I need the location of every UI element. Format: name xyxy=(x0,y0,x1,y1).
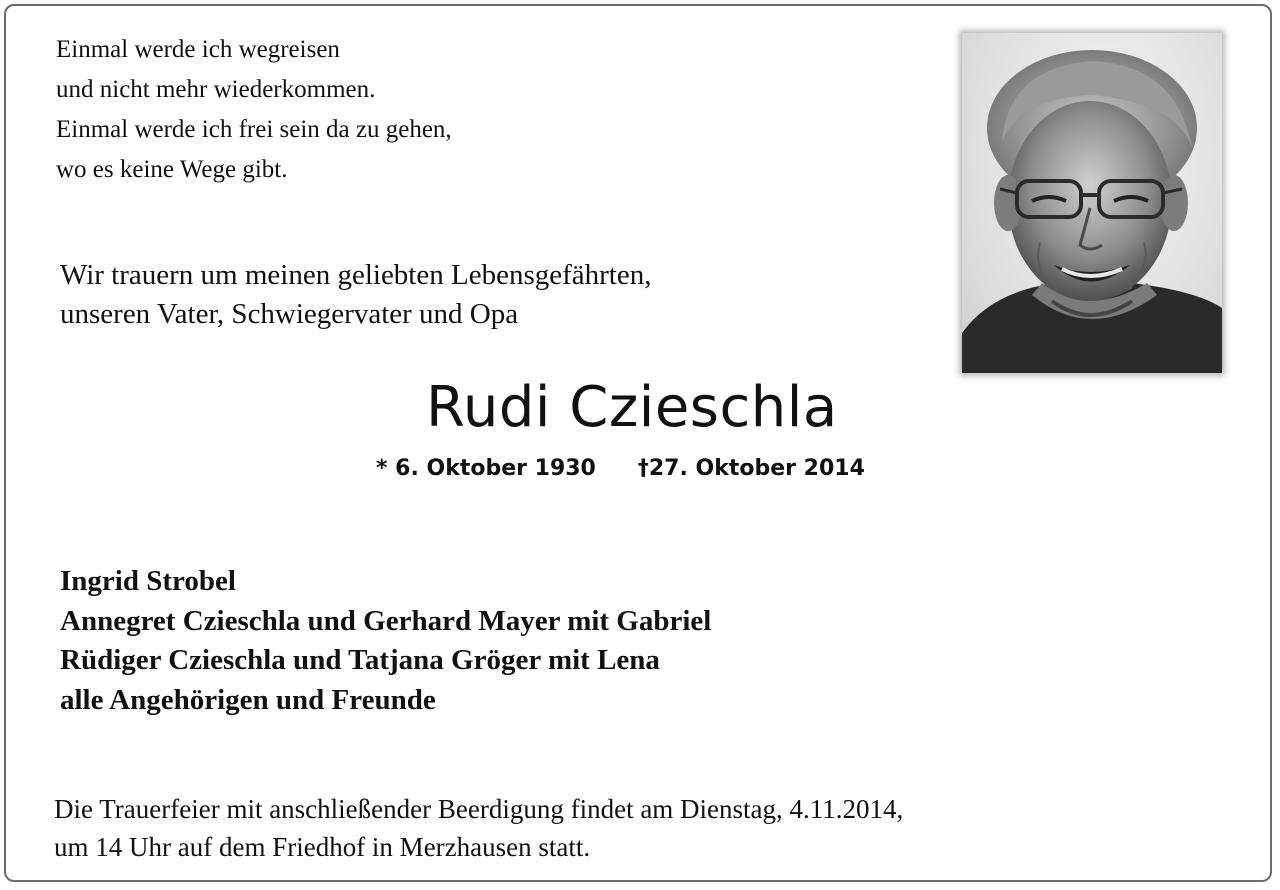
service-line: um 14 Uhr auf dem Friedhof in Merzhausen statt. xyxy=(54,832,591,862)
poem xyxy=(56,30,452,190)
service-line: Die Trauerfeier mit anschließender Beerdigung findet am Dienstag, 4.11.2014, xyxy=(54,794,904,824)
mourning-line: Wir trauern um meinen geliebten Lebensgefährten, xyxy=(60,259,652,291)
funeral-service-info xyxy=(54,790,903,866)
poem-line: wo es keine Wege gibt. xyxy=(56,156,288,183)
mourning-text xyxy=(60,256,651,334)
mourning-line: unseren Vater, Schwiegervater und Opa xyxy=(60,298,519,330)
family-member: Rüdiger Czieschla und Tatjana Gröger mit Lena xyxy=(60,644,660,676)
family-member: Annegret Czieschla und Gerhard Mayer mit Gabriel xyxy=(60,604,712,637)
birth-date: * 6. Oktober 1930 xyxy=(376,456,596,481)
portrait-photo-icon xyxy=(962,33,1222,373)
obituary-notice xyxy=(4,4,1272,882)
deceased-name: Rudi Czieschla xyxy=(426,375,838,440)
family-member: alle Angehörigen und Freunde xyxy=(60,683,436,716)
family-member: Ingrid Strobel xyxy=(60,565,236,597)
poem-line: Einmal werde ich wegreisen xyxy=(56,36,340,63)
poem-line: Einmal werde ich frei sein da zu gehen, xyxy=(56,116,452,143)
poem-line: und nicht mehr wiederkommen. xyxy=(56,76,376,103)
life-dates xyxy=(376,452,865,486)
portrait-photo xyxy=(962,33,1222,373)
death-date: †27. Oktober 2014 xyxy=(637,456,865,481)
family-list xyxy=(60,562,711,720)
